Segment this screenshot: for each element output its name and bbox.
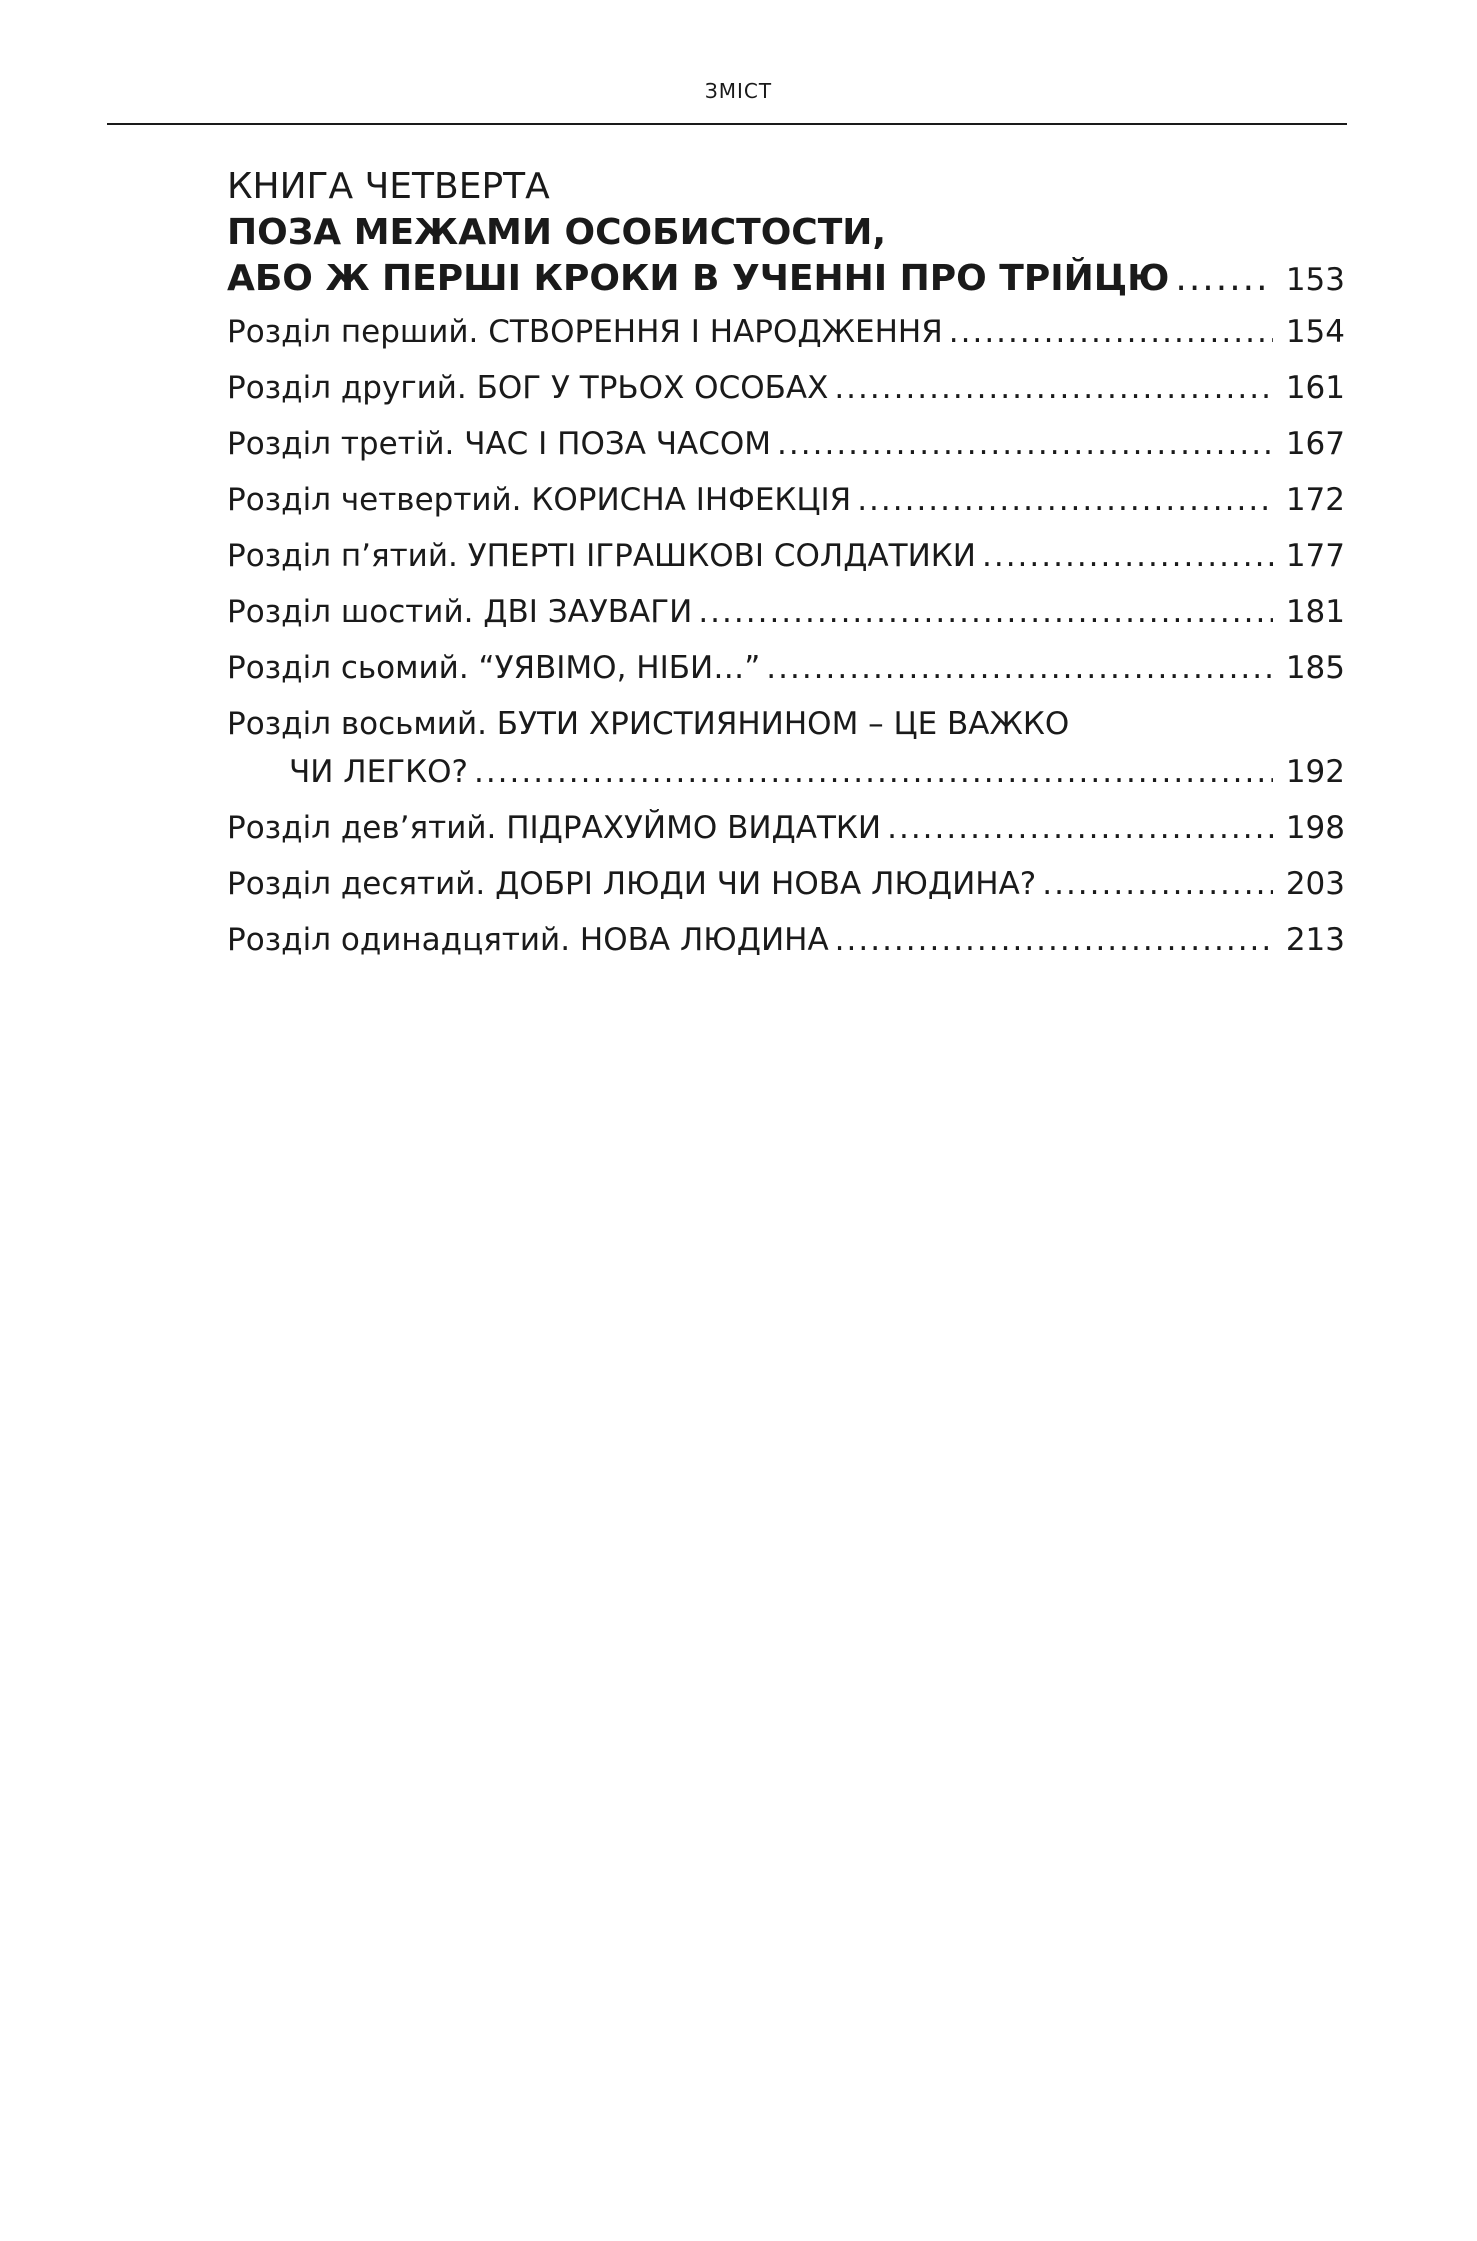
book-label: КНИГА ЧЕТВЕРТА [227,166,550,207]
dot-leader [982,541,1273,572]
dot-leader [949,317,1273,348]
chapter-title: Розділ четвертий. КОРИСНА ІНФЕКЦІЯ [227,482,852,518]
page-number: 167 [1285,426,1345,462]
toc-entry-chapter-11[interactable] [227,920,1345,976]
dot-leader [887,813,1273,844]
dot-leader [1175,261,1273,297]
toc-entry-chapter-9[interactable] [227,808,1345,864]
chapter-title-line-1: Розділ восьмий. БУТИ ХРИСТИЯНИНОМ – ЦЕ ВАЖКО [227,706,1070,742]
toc-entry-chapter-5[interactable] [227,536,1345,592]
chapter-title: Розділ другий. БОГ У ТРЬОХ ОСОБАХ [227,370,829,406]
chapter-title: Розділ десятий. ДОБРІ ЛЮДИ ЧИ НОВА ЛЮДИНА? [227,866,1037,902]
running-head: ЗМІСТ [704,79,773,103]
page-number: 161 [1285,370,1345,406]
toc-entry-chapter-3[interactable] [227,424,1345,480]
toc-entry-chapter-1[interactable] [227,312,1345,368]
toc-entry-chapter-2[interactable] [227,368,1345,424]
toc-entry-chapter-4[interactable] [227,480,1345,536]
header-rule [107,123,1347,125]
chapter-title: Розділ сьомий. “УЯВІМО, НІБИ…” [227,650,761,686]
page-number: 177 [1285,538,1345,574]
toc-entry-chapter-8[interactable] [227,704,1345,808]
toc-entry-chapter-7[interactable] [227,648,1345,704]
dot-leader [857,485,1273,516]
page-number: 153 [1285,262,1345,298]
dot-leader [474,757,1273,788]
dot-leader [835,925,1273,956]
chapter-title: Розділ п’ятий. УПЕРТІ ІГРАШКОВІ СОЛДАТИКИ [227,538,976,574]
page-number: 185 [1285,650,1345,686]
dot-leader [766,653,1273,684]
chapter-title: Розділ перший. СТВОРЕННЯ І НАРОДЖЕННЯ [227,314,943,350]
table-of-contents [227,164,1345,976]
dot-leader [1042,869,1273,900]
dot-leader [777,429,1273,460]
toc-entry-chapter-10[interactable] [227,864,1345,920]
page-number: 198 [1285,810,1345,846]
book-title-line-1: ПОЗА МЕЖАМИ ОСОБИСТОСТИ, [227,212,887,253]
chapter-title: Розділ дев’ятий. ПІДРАХУЙМО ВИДАТКИ [227,810,882,846]
page-number: 213 [1285,922,1345,958]
dot-leader [834,373,1273,404]
chapter-title: Розділ третій. ЧАС І ПОЗА ЧАСОМ [227,426,772,462]
page-number: 154 [1285,314,1345,350]
page-number: 203 [1285,866,1345,902]
page-number: 181 [1285,594,1345,630]
chapter-title-line-2: ЧИ ЛЕГКО? [289,754,468,790]
dot-leader [698,597,1273,628]
page-number: 192 [1285,754,1345,790]
book-title-line-2: АБО Ж ПЕРШІ КРОКИ В УЧЕННІ ПРО ТРІЙЦЮ [227,258,1170,299]
book-title-entry[interactable] [227,256,1345,312]
toc-entry-chapter-6[interactable] [227,592,1345,648]
page-number: 172 [1285,482,1345,518]
chapter-title: Розділ одинадцятий. НОВА ЛЮДИНА [227,922,829,958]
chapter-title: Розділ шостий. ДВІ ЗАУВАГИ [227,594,693,630]
chapter-title-continuation [227,752,1345,808]
